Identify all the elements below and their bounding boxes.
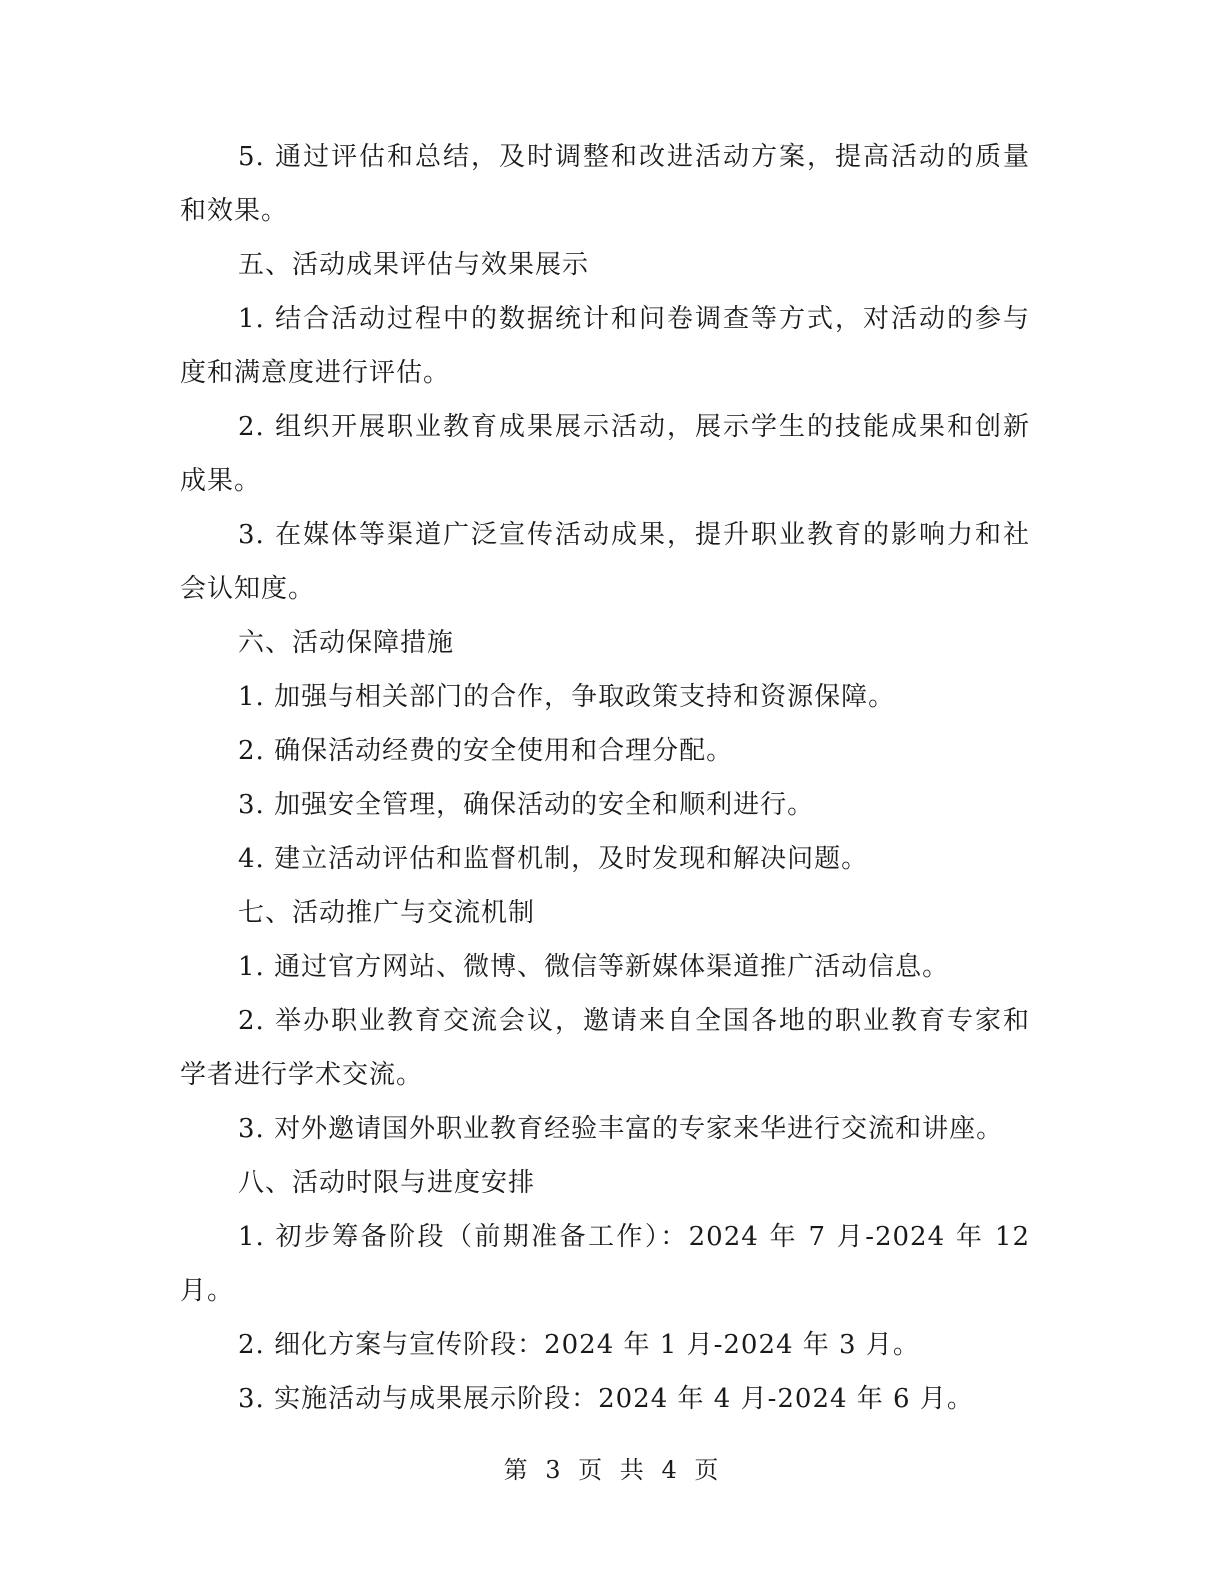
section-heading-7-promotion: 七、活动推广与交流机制 xyxy=(238,898,536,928)
paragraph-item-1-new-media: 1. 通过官方网站、微博、微信等新媒体渠道推广活动信息。 xyxy=(238,952,950,982)
section-heading-6-safeguards: 六、活动保障措施 xyxy=(238,628,455,658)
paragraph-item-4-supervision: 4. 建立活动评估和监督机制，及时发现和解决问题。 xyxy=(238,844,869,874)
paragraph-item-3-safety: 3. 加强安全管理，确保活动的安全和顺利进行。 xyxy=(238,790,815,820)
paragraph-item-2-showcase: 2. 组织开展职业教育成果展示活动，展示学生的技能成果和创新成果。 xyxy=(180,412,1030,496)
section-heading-5-results-evaluation: 五、活动成果评估与效果展示 xyxy=(238,250,590,280)
page-number-footer: 第 3 页 共 4 页 xyxy=(503,1456,721,1484)
paragraph-item-3-foreign-experts: 3. 对外邀请国外职业教育经验丰富的专家来华进行交流和讲座。 xyxy=(238,1114,1004,1144)
paragraph-item-3-media-publicity: 3. 在媒体等渠道广泛宣传活动成果，提升职业教育的影响力和社会认知度。 xyxy=(180,520,1030,604)
section-heading-8-schedule: 八、活动时限与进度安排 xyxy=(238,1168,536,1198)
paragraph-item-2-conference: 2. 举办职业教育交流会议，邀请来自全国各地的职业教育专家和学者进行学术交流。 xyxy=(180,1006,1030,1090)
document-body xyxy=(180,130,1030,1426)
paragraph-item-1-cooperation: 1. 加强与相关部门的合作，争取政策支持和资源保障。 xyxy=(238,682,896,712)
paragraph-item-2-planning-stage: 2. 细化方案与宣传阶段：2024 年 1 月-2024 年 3 月。 xyxy=(238,1330,920,1360)
paragraph-item-3-implementation-stage: 3. 实施活动与成果展示阶段：2024 年 4 月-2024 年 6 月。 xyxy=(238,1384,974,1414)
paragraph-item-1-data-survey: 1. 结合活动过程中的数据统计和问卷调查等方式，对活动的参与度和满意度进行评估。 xyxy=(180,304,1030,388)
paragraph-item-2-funding: 2. 确保活动经费的安全使用和合理分配。 xyxy=(238,736,734,766)
paragraph-item-5-evaluate-adjust: 5. 通过评估和总结，及时调整和改进活动方案，提高活动的质量和效果。 xyxy=(180,142,1030,226)
paragraph-item-1-preparation-stage: 1. 初步筹备阶段（前期准备工作）：2024 年 7 月-2024 年 12 月。 xyxy=(180,1222,1030,1306)
